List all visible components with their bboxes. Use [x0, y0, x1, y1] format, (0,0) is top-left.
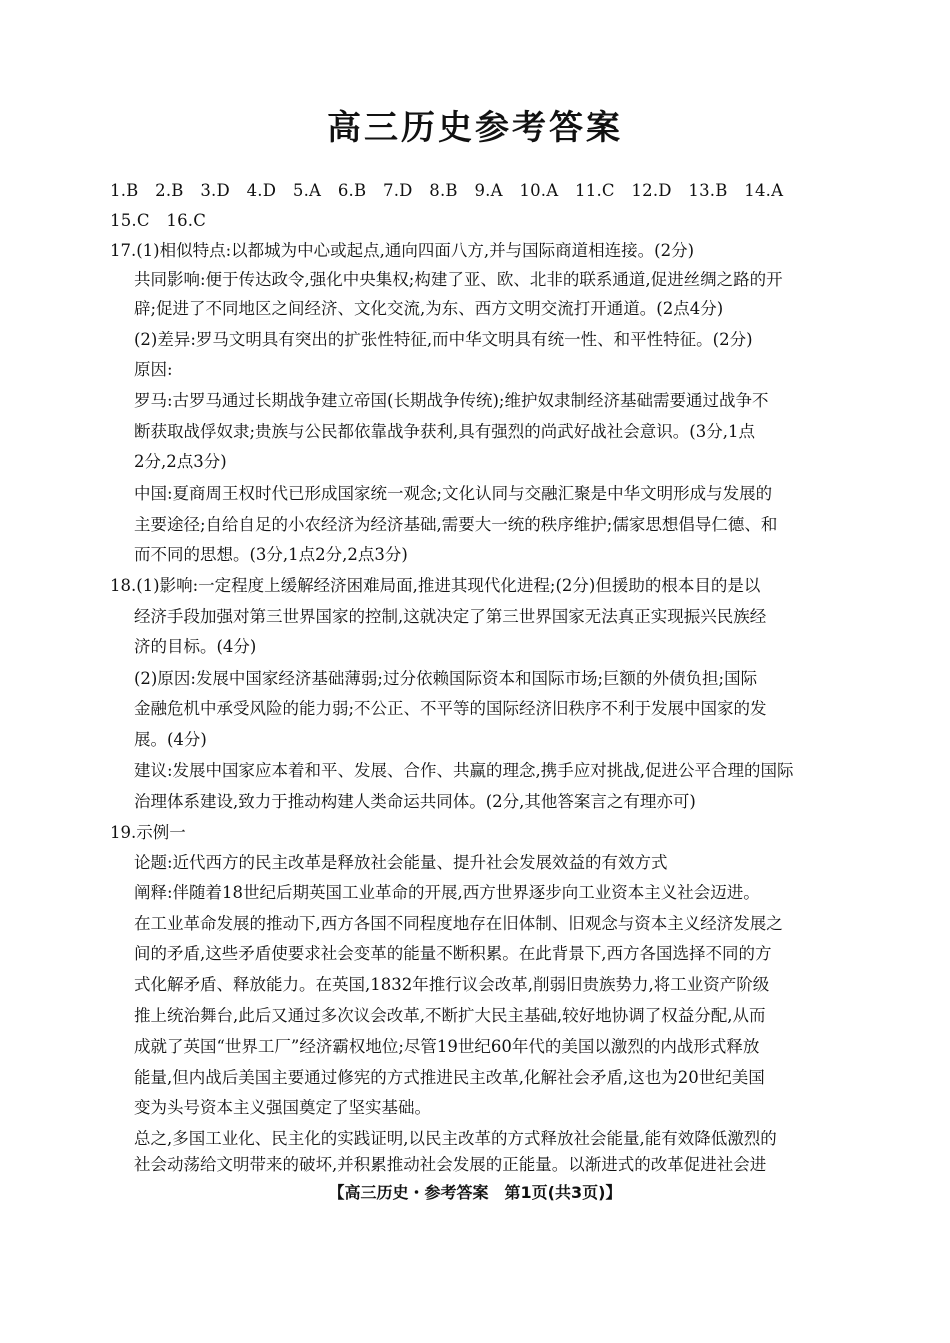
q17-text-line: 2分,2点3分) — [134, 452, 227, 471]
q17-text-line: 主要途径;自给自足的小农经济为经济基础,需要大一统的秩序维护;儒家思想倡导仁德、和 — [134, 515, 778, 534]
q19-text-line: 变为头号资本主义强国奠定了坚实基础。 — [134, 1098, 431, 1117]
q19-heading-line: 19.示例一 — [110, 823, 186, 842]
q19-text-line: 推上统治舞台,此后又通过多次议会改革,不断扩大民主基础,较好地协调了权益分配,从而 — [134, 1006, 766, 1025]
page-footer: 【高三历史・参考答案 第1页(共3页)】 — [328, 1183, 622, 1202]
q18-text-line: 建议:发展中国家应本着和平、发展、合作、共赢的理念,携手应对挑战,促进公平合理的国际 — [134, 761, 794, 780]
q18-text-line: 经济手段加强对第三世界国家的控制,这就决定了第三世界国家无法真正实现振兴民族经 — [134, 607, 767, 626]
q18-part1-line: 18.(1)影响:一定程度上缓解经济困难局面,推进其现代化进程;(2分)但援助的根本目的是以 — [110, 576, 761, 595]
q17-part2-line: (2)差异:罗马文明具有突出的扩张性特征,而中华文明具有统一性、和平性特征。(2分) — [134, 330, 753, 349]
mc-answers-line-1: 1.B 2.B 3.D 4.D 5.A 6.B 7.D 8.B 9.A 10.A 11.C 12.D 13.B 14.A — [110, 181, 784, 200]
q19-text-line: 间的矛盾,这些矛盾使要求社会变革的能量不断积累。在此背景下,西方各国选择不同的方 — [134, 944, 772, 963]
q18-part2-line: (2)原因:发展中国家经济基础薄弱;过分依赖国际资本和国际市场;巨额的外债负担;国际 — [134, 669, 758, 688]
q18-text-line: 展。(4分) — [134, 730, 207, 749]
q19-text-line: 能量,但内战后美国主要通过修宪的方式推进民主改革,化解社会矛盾,这也为20世纪美国 — [134, 1068, 765, 1087]
q17-text-line: 罗马:古罗马通过长期战争建立帝国(长期战争传统);维护奴隶制经济基础需要通过战争不 — [134, 391, 769, 410]
q19-text-line: 式化解矛盾、释放能力。在英国,1832年推行议会改革,削弱旧贵族势力,将工业资产阶级 — [134, 975, 770, 994]
q17-text-line: 而不同的思想。(3分,1点2分,2点3分) — [134, 545, 408, 564]
q19-text-line: 成就了英国“世界工厂”经济霸权地位;尽管19世纪60年代的美国以激烈的内战形式释放 — [134, 1037, 760, 1056]
q17-text-line: 辟;促进了不同地区之间经济、文化交流,为东、西方文明交流打开通道。(2点4分) — [134, 299, 724, 318]
q17-text-line: 中国:夏商周王权时代已形成国家统一观念;文化认同与交融汇聚是中华文明形成与发展的 — [134, 484, 773, 503]
q19-text-line: 总之,多国工业化、民主化的实践证明,以民主改革的方式释放社会能量,能有效降低激烈的 — [134, 1129, 777, 1148]
q18-text-line: 济的目标。(4分) — [134, 637, 257, 656]
mc-answers-line-2: 15.C 16.C — [110, 211, 207, 230]
q19-thesis-line: 论题:近代西方的民主改革是释放社会能量、提升社会发展效益的有效方式 — [134, 853, 668, 872]
q19-text-line: 在工业革命发展的推动下,西方各国不同程度地存在旧体制、旧观念与资本主义经济发展之 — [134, 914, 783, 933]
q19-text-line: 社会动荡给文明带来的破坏,并积累推动社会发展的正能量。以渐进式的改革促进社会进 — [134, 1155, 767, 1174]
q18-text-line: 金融危机中承受风险的能力弱;不公正、不平等的国际经济旧秩序不利于发展中国家的发 — [134, 699, 767, 718]
q18-text-line: 治理体系建设,致力于推动构建人类命运共同体。(2分,其他答案言之有理亦可) — [134, 792, 696, 811]
q17-text-line: 共同影响:便于传达政令,强化中央集权;构建了亚、欧、北非的联系通道,促进丝绸之路的开 — [134, 270, 783, 289]
q17-text-line: 断获取战俘奴隶;贵族与公民都依靠战争获利,具有强烈的尚武好战社会意识。(3分,1点 — [134, 422, 755, 441]
q19-text-line: 阐释:伴随着18世纪后期英国工业革命的开展,西方世界逐步向工业资本主义社会迈进。 — [134, 883, 760, 902]
page-title: 高三历史参考答案 — [327, 108, 623, 148]
q17-text-line: 原因: — [134, 360, 173, 379]
q17-part1-line: 17.(1)相似特点:以都城为中心或起点,通向四面八方,并与国际商道相连接。(2分) — [110, 241, 695, 260]
